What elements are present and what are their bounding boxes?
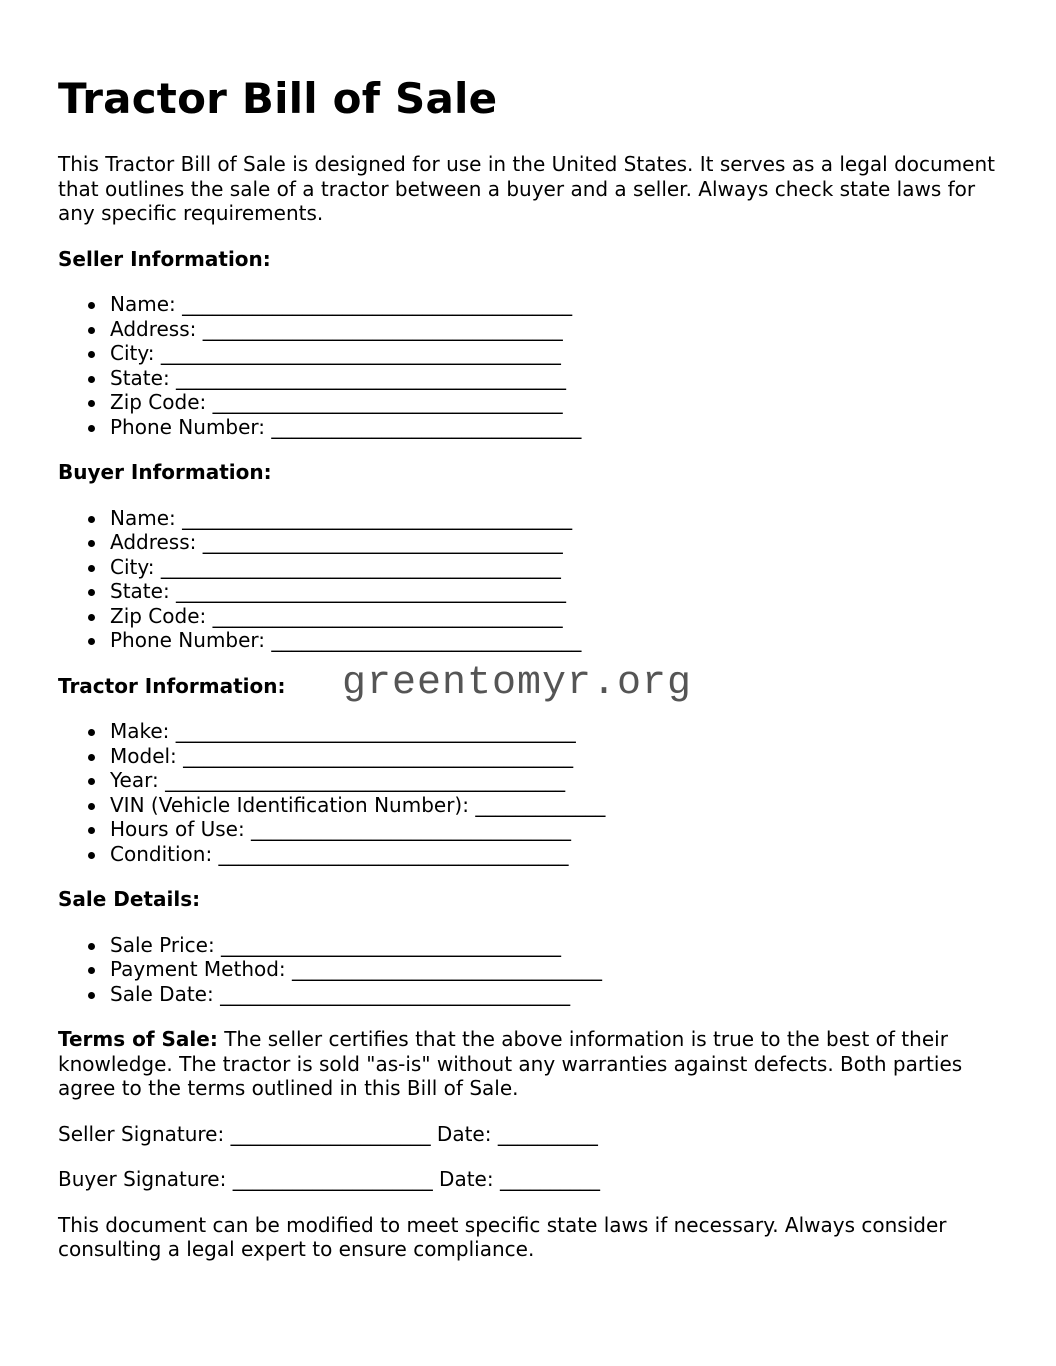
- watermark-text: greentomyr.org: [342, 660, 693, 706]
- sale-date-field: Sale Date: ___________________________________: [110, 982, 998, 1007]
- buyer-city-field: City: ________________________________________: [110, 555, 998, 580]
- buyer-address-field: Address: ____________________________________: [110, 530, 998, 555]
- buyer-fields-list: [58, 506, 998, 653]
- tractor-condition-field: Condition: ___________________________________: [110, 842, 998, 867]
- payment-method-field: Payment Method: _______________________________: [110, 957, 998, 982]
- sale-fields-list: [58, 933, 998, 1007]
- seller-phone-field: Phone Number: _______________________________: [110, 415, 998, 440]
- page-title: Tractor Bill of Sale: [58, 74, 498, 123]
- seller-city-field: City: ________________________________________: [110, 341, 998, 366]
- seller-section-heading: Seller Information:: [58, 246, 271, 271]
- terms-label: Terms of Sale:: [58, 1027, 218, 1051]
- buyer-zip-field: Zip Code: ___________________________________: [110, 604, 998, 629]
- buyer-state-field: State: _______________________________________: [110, 579, 998, 604]
- tractor-model-field: Model: _______________________________________: [110, 744, 998, 769]
- seller-zip-field: Zip Code: ___________________________________: [110, 390, 998, 415]
- tractor-year-field: Year: ________________________________________: [110, 768, 998, 793]
- tractor-vin-field: VIN (Vehicle Identification Number): _____________: [110, 793, 998, 818]
- tractor-section-heading: [58, 660, 998, 706]
- terms-text: The seller certifies that the above information is true to the best of their knowledge. The tractor is sold "as-is" without any warranties against defects. Both parties agree to the terms outlined in this Bill of Sale.: [58, 1027, 963, 1100]
- tractor-hours-field: Hours of Use: ________________________________: [110, 817, 998, 842]
- terms-paragraph: [58, 1027, 998, 1101]
- intro-paragraph: This Tractor Bill of Sale is designed for use in the United States. It serves as a legal document that outlines the sale of a tractor between a buyer and a seller. Always check state laws for any specific requirements.: [58, 152, 996, 225]
- buyer-section-heading: Buyer Information:: [58, 460, 272, 484]
- tractor-fields-list: [58, 719, 998, 866]
- closing-paragraph: This document can be modified to meet specific state laws if necessary. Always consider consulting a legal expert to ensure compliance.: [58, 1212, 947, 1261]
- tractor-heading-text: Tractor Information:: [58, 673, 286, 698]
- buyer-name-field: Name: _______________________________________: [110, 506, 998, 531]
- tractor-make-field: Make: ________________________________________: [110, 719, 998, 744]
- sale-section-heading: Sale Details:: [58, 887, 201, 911]
- document-page: [58, 74, 998, 1262]
- sale-price-field: Sale Price: __________________________________: [110, 933, 998, 958]
- seller-fields-list: [58, 292, 998, 439]
- seller-name-field: Name: _______________________________________: [110, 292, 998, 317]
- seller-signature-line: Seller Signature: ____________________ Date: __________: [58, 1121, 598, 1146]
- seller-address-field: Address: ____________________________________: [110, 317, 998, 342]
- seller-state-field: State: _______________________________________: [110, 366, 998, 391]
- buyer-phone-field: Phone Number: _______________________________: [110, 628, 998, 653]
- buyer-signature-line: Buyer Signature: ____________________ Date: __________: [58, 1167, 600, 1191]
